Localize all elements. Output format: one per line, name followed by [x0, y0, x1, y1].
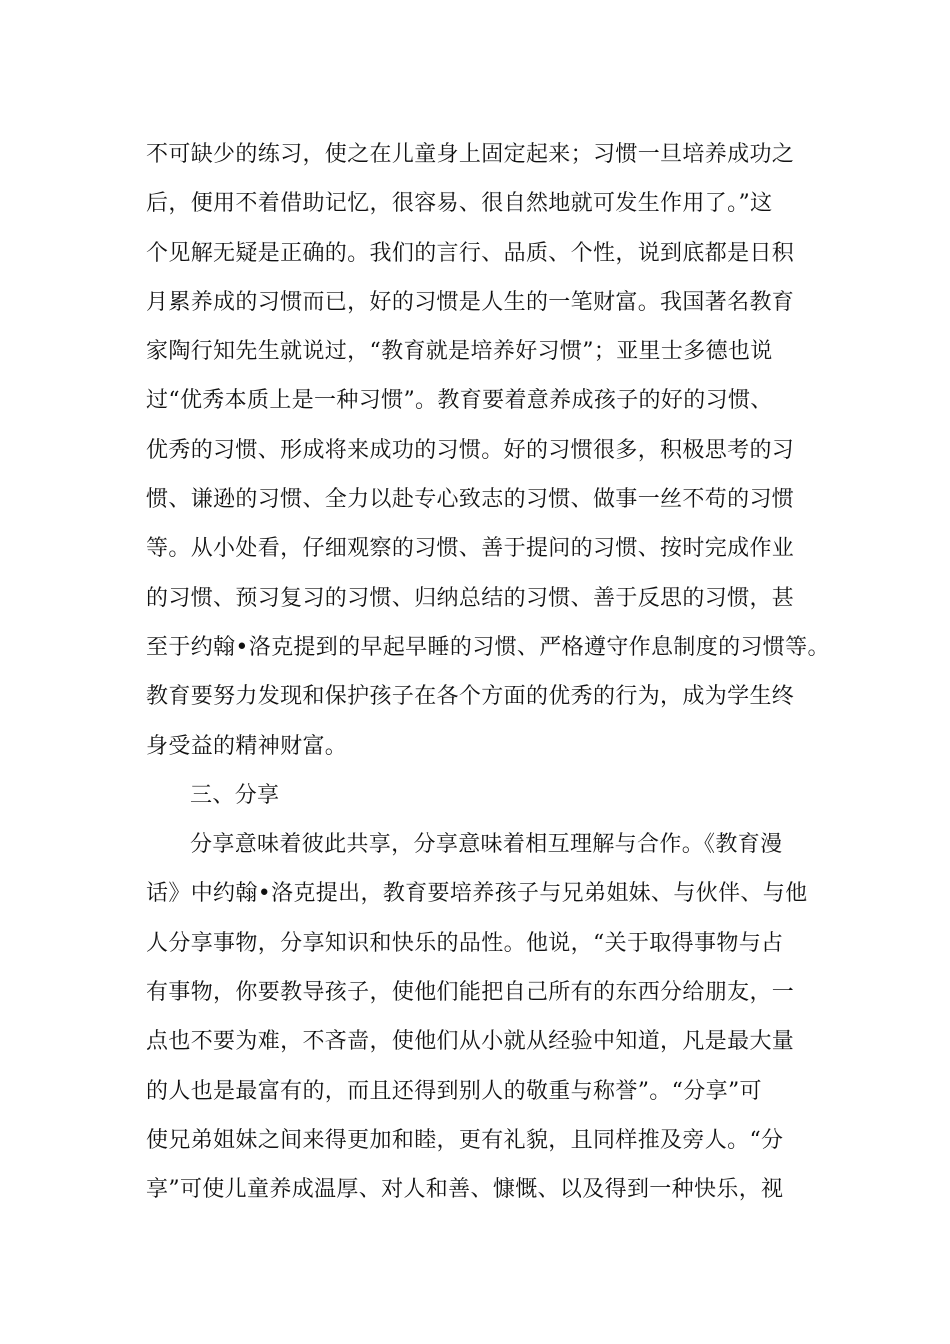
text-line: 使兄弟姐妹之间来得更加和睦，更有礼貌，且同样推及旁人。“分 — [146, 1127, 784, 1153]
text-line: 身受益的精神财富。 — [146, 733, 348, 759]
text-line: 优秀的习惯、形成将来成功的习惯。好的习惯很多，积极思考的习 — [146, 437, 795, 463]
text-line: 话》中约翰•洛克提出，教育要培养孩子与兄弟姐妹、与伙伴、与他 — [146, 881, 808, 907]
text-line: 月累养成的习惯而已，好的习惯是人生的一笔财富。我国著名教育 — [146, 289, 795, 315]
text-line: 不可缺少的练习，使之在儿童身上固定起来；习惯一旦培养成功之 — [146, 142, 795, 167]
document-body — [146, 130, 830, 1215]
text-line: 家陶行知先生就说过，“教育就是培养好习惯”；亚里士多德也说 — [146, 339, 773, 365]
text-line: 的习惯、预习复习的习惯、归纳总结的习惯、善于反思的习惯，甚 — [146, 585, 795, 611]
text-line: 过“优秀本质上是一种习惯”。教育要着意养成孩子的好的习惯、 — [146, 388, 773, 414]
text-line: 分享意味着彼此共享，分享意味着相互理解与合作。《教育漫 — [190, 832, 783, 858]
text-line: 享”可使儿童养成温厚、对人和善、慷慨、以及得到一种快乐，视 — [146, 1177, 784, 1203]
text-line: 后，便用不着借助记忆，很容易、很自然地就可发生作用了。”这 — [146, 191, 773, 217]
text-line: 惯、谦逊的习惯、全力以赴专心致志的习惯、做事一丝不苟的习惯 — [146, 487, 795, 513]
text-line: 等。从小处看，仔细观察的习惯、善于提问的习惯、按时完成作业 — [146, 536, 795, 562]
text-line: 教育要努力发现和保护孩子在各个方面的优秀的行为，成为学生终 — [146, 684, 795, 710]
text-line: 有事物，你要教导孩子，使他们能把自己所有的东西分给朋友，一 — [146, 980, 795, 1006]
text-line: 人分享事物，分享知识和快乐的品性。他说，“关于取得事物与占 — [146, 930, 784, 956]
text-line: 的人也是最富有的，而且还得到别人的敬重与称誉”。“分享”可 — [146, 1078, 762, 1104]
section-heading: 三、分享 — [190, 782, 280, 808]
text-line: 至于约翰•洛克提到的早起早睡的习惯、严格遵守作息制度的习惯等。 — [146, 634, 830, 660]
text-line: 个见解无疑是正确的。我们的言行、品质、个性，说到底都是日积 — [146, 240, 795, 266]
text-line: 点也不要为难，不吝啬，使他们从小就从经验中知道，凡是最大量 — [146, 1029, 795, 1055]
